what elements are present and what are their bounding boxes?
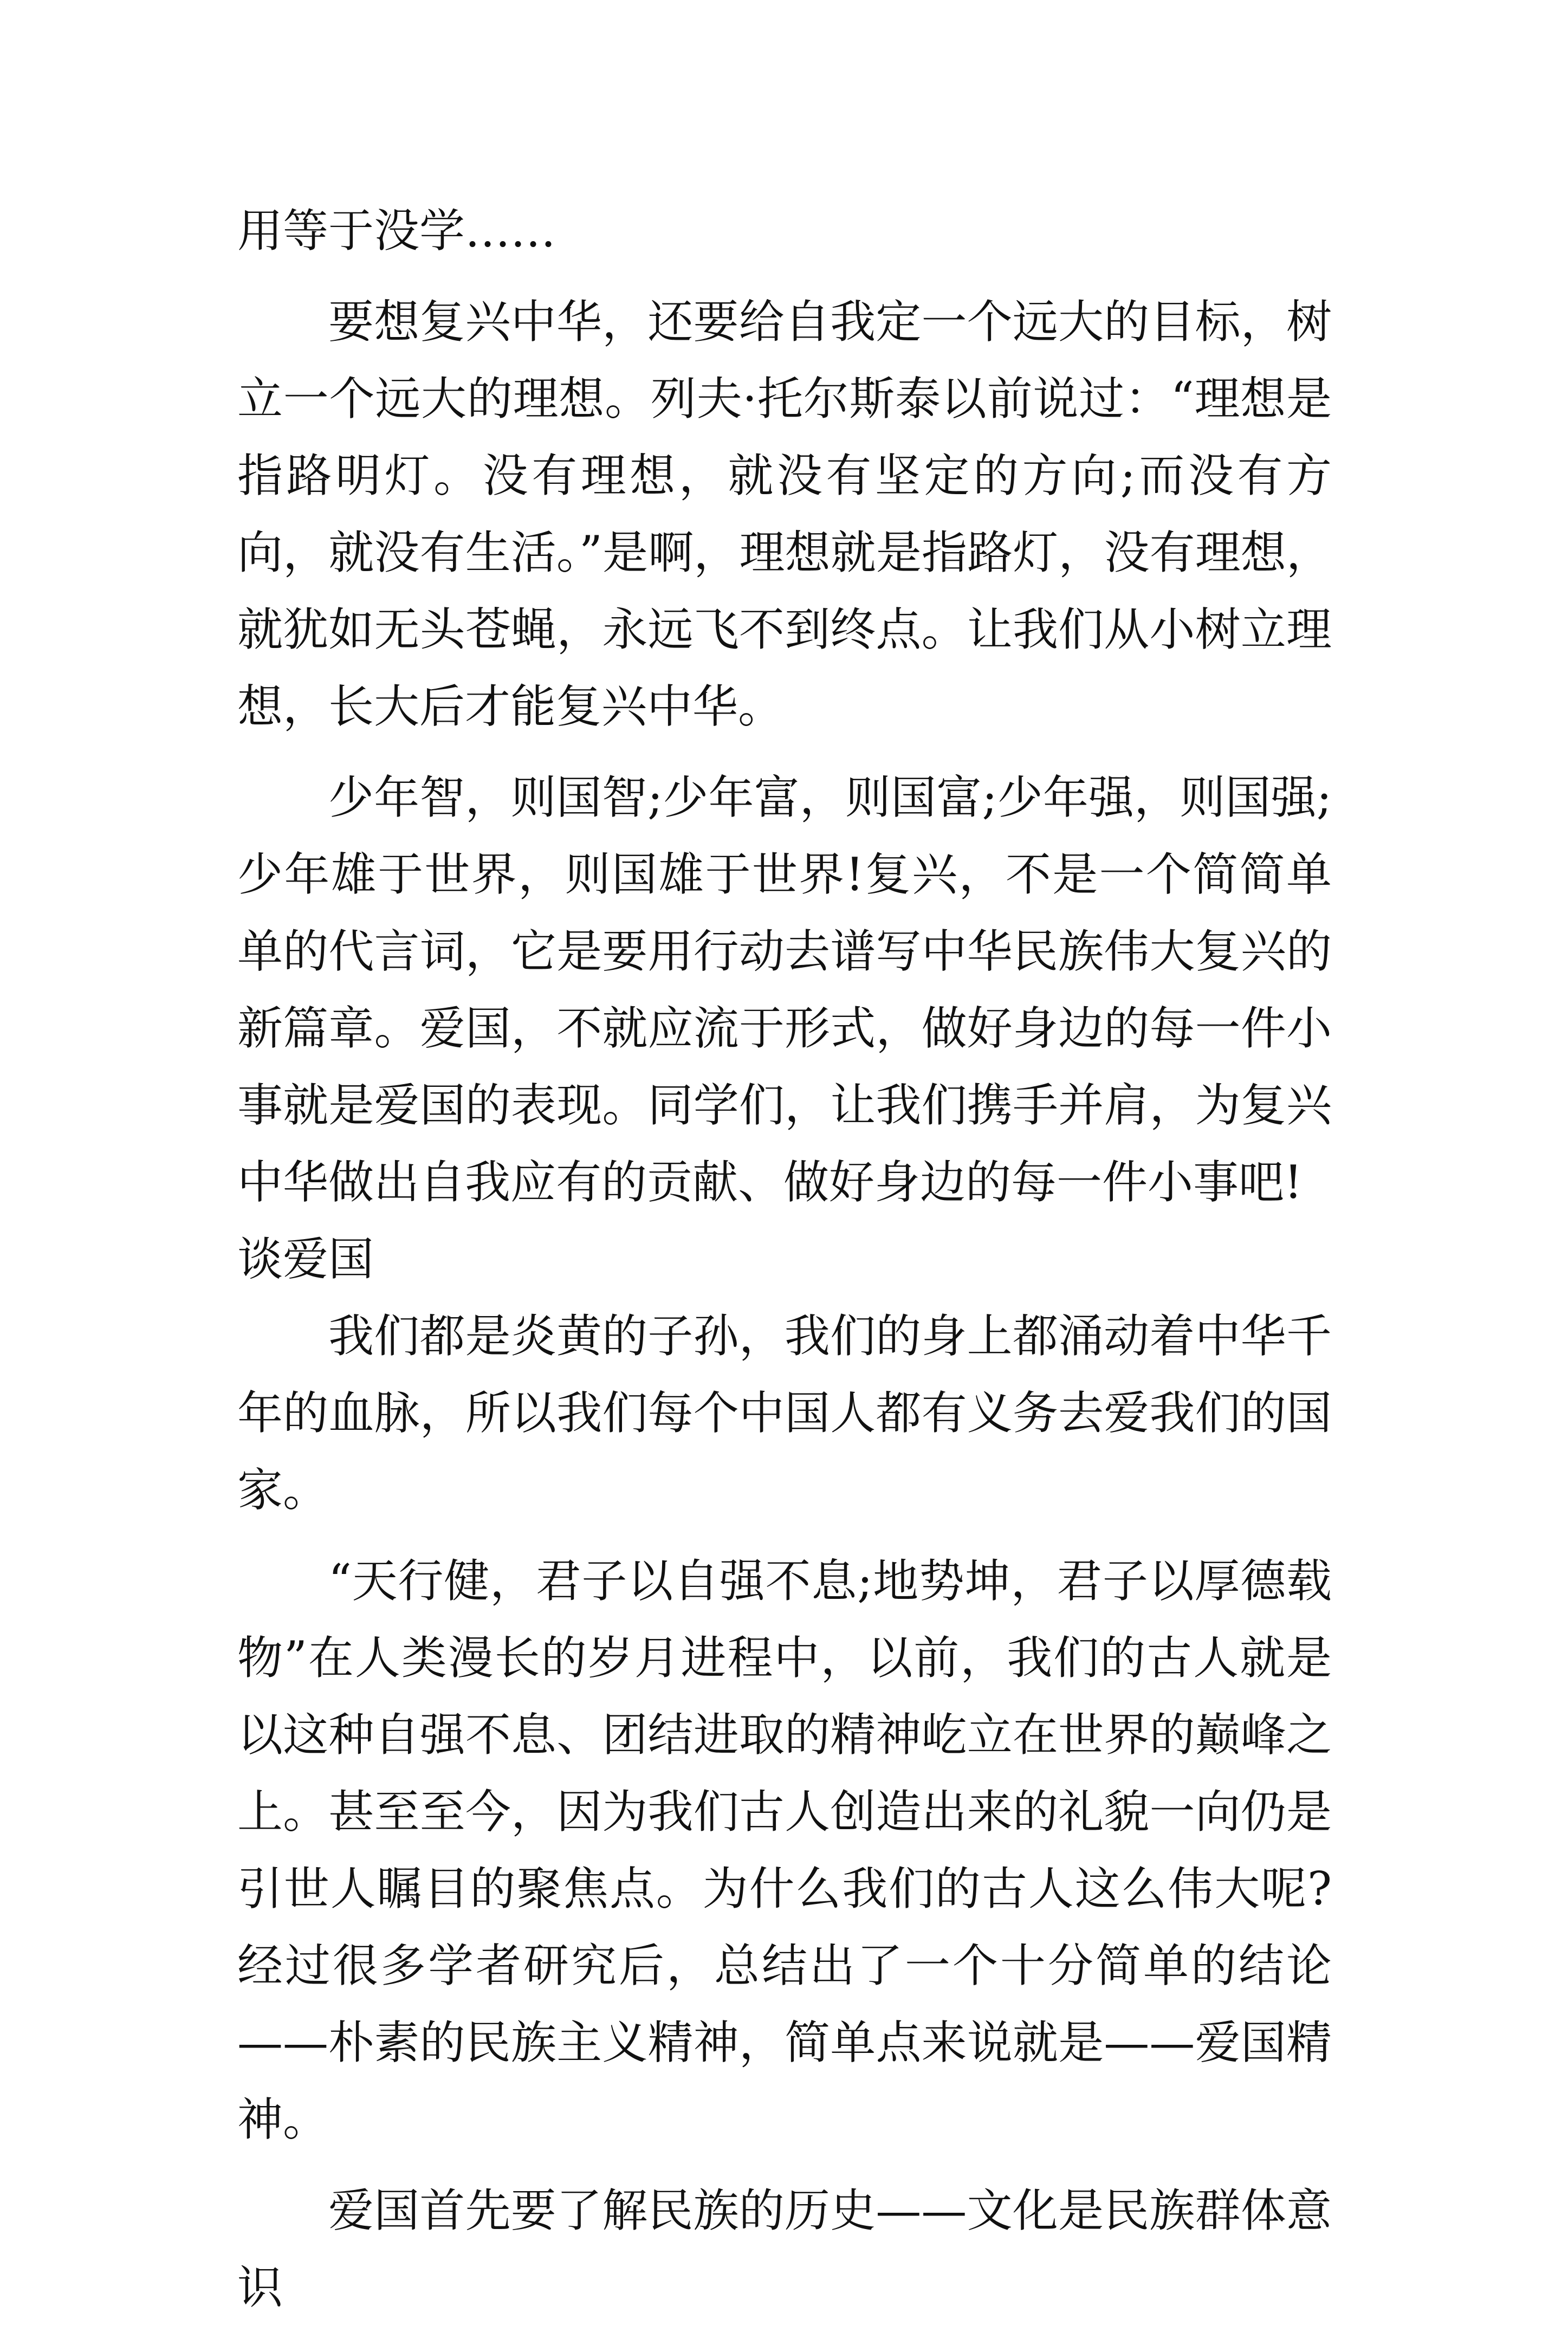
paragraph-continuation: 用等于没学…… — [237, 204, 556, 257]
paragraph-ancients: “天行健，君子以自强不息;地势坤，君子以厚德载物”在人类漫长的岁月进程中，以前，我们的古人就是以这种自强不息、团结进取的精神屹立在世界的巅峰之上。甚至至今，因为我们古人创造出来的礼貌一向仍是引世人瞩目的聚焦点。为什么我们的古人这么伟大呢?经过很多学者研究后，总结出了一个十分简单的结论——朴素的民族主义精神，简单点来说就是——爱国精神。 — [237, 1554, 1332, 2146]
section-heading: 谈爱国 — [237, 1233, 374, 1286]
paragraph-youth: 少年智，则国智;少年富，则国富;少年强，则国强;少年雄于世界，则国雄于世界!复兴，不是一个简简单单的代言词，它是要用行动去谱写中华民族伟大复兴的新篇章。爱国，不就应流于形式，做好身边的每一件小事就是爱国的表现。同学们，让我们携手并肩，为复兴中华做出自我应有的贡献、做好身边的每一件小事吧! — [237, 771, 1332, 1209]
paragraph-history: 爱国首先要了解民族的历史——文化是民族群体意识 — [237, 2184, 1332, 2314]
document-body — [237, 192, 1332, 2326]
paragraph-descendants: 我们都是炎黄的子孙，我们的身上都涌动着中华千年的血脉，所以我们每个中国人都有义务去爱我们的国家。 — [237, 1310, 1332, 1517]
paragraph-ideal: 要想复兴中华，还要给自我定一个远大的目标，树立一个远大的理想。列夫·托尔斯泰以前说过：“理想是指路明灯。没有理想，就没有坚定的方向;而没有方向，就没有生活。”是啊，理想就是指路灯，没有理想，就犹如无头苍蝇，永远飞不到终点。让我们从小树立理想，长大后才能复兴中华。 — [237, 295, 1332, 733]
